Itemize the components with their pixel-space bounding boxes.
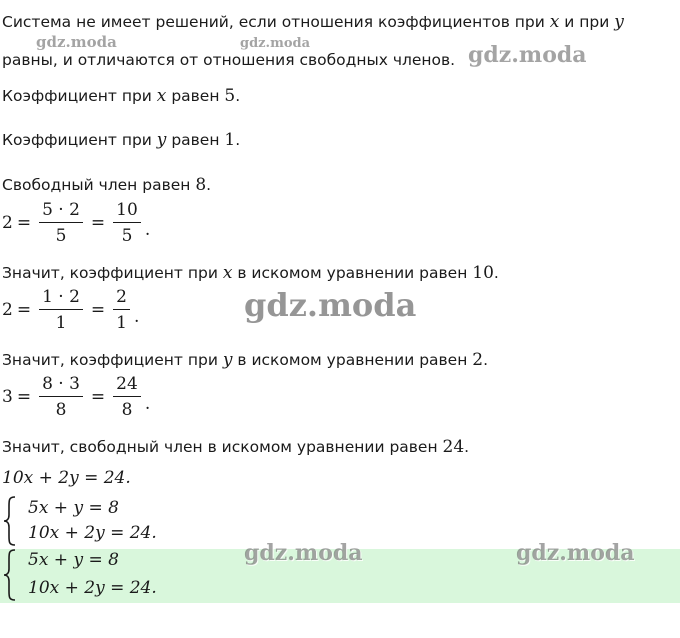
watermark: gdz.moda [516, 540, 635, 566]
equation-2 [2, 287, 139, 333]
text: равен [166, 87, 225, 105]
denominator: 8 [55, 400, 67, 420]
text: . [464, 438, 470, 456]
system-row: 5x + y = 8 [28, 498, 119, 518]
text: Коэффициент при [2, 131, 157, 149]
watermark: gdz.moda [468, 42, 587, 68]
fraction [113, 287, 130, 333]
result-2-line [2, 350, 488, 370]
equals: = [16, 300, 32, 320]
value: 5 [224, 86, 236, 106]
intro-line-1 [2, 12, 624, 32]
lhs: 2 [2, 213, 13, 233]
intro-text: равны, и отличаются от отношения свободных членов. [2, 51, 456, 69]
text: Коэффициент при [2, 87, 157, 105]
fraction [39, 200, 83, 246]
system-row: 10x + 2y = 24. [28, 523, 157, 543]
denominator: 1 [55, 313, 67, 333]
intro-line-2 [2, 50, 455, 70]
brace-icon [2, 548, 18, 602]
period: . [144, 394, 151, 414]
equals: = [90, 300, 106, 320]
numerator: 5 · 2 [39, 200, 83, 223]
text: в искомом уравнении равен [232, 264, 473, 282]
text: Значит, свободный член в искомом уравнении равен [2, 438, 443, 456]
numerator: 2 [113, 287, 130, 310]
text: в искомом уравнении равен [232, 351, 473, 369]
equals: = [16, 213, 32, 233]
text: . [206, 176, 212, 194]
equation-1 [2, 200, 150, 246]
text: равен [166, 131, 225, 149]
period: . [134, 307, 140, 327]
denominator: 5 [121, 226, 133, 246]
free-term-line [2, 175, 211, 195]
result-1-line [2, 263, 499, 283]
lhs: 2 [2, 300, 13, 320]
text: Значит, коэффициент при [2, 351, 223, 369]
system-row: 5x + y = 8 [28, 550, 119, 570]
watermark: gdz.moda [36, 33, 117, 51]
numerator: 24 [113, 374, 141, 397]
var-y: y [222, 350, 233, 370]
result-3-line [2, 437, 469, 457]
numerator: 10 [113, 200, 141, 223]
value: 24 [442, 437, 465, 457]
intro-text: Система не имеет решений, если отношения коэффициентов при [2, 13, 550, 31]
watermark: gdz.moda [244, 540, 363, 566]
equals: = [90, 213, 106, 233]
denominator: 8 [121, 400, 133, 420]
value: 1 [224, 130, 236, 150]
intro-text: и при [559, 13, 615, 31]
equals: = [16, 387, 32, 407]
var-y: y [614, 12, 624, 32]
watermark: gdz.moda [240, 36, 311, 51]
value: 8 [195, 175, 207, 195]
denominator: 1 [116, 313, 127, 333]
text: . [483, 351, 489, 369]
equation-3 [2, 374, 150, 420]
text: Свободный член равен [2, 176, 196, 194]
watermark: gdz.moda [244, 286, 417, 324]
system-1 [2, 496, 302, 546]
system-row: 10x + 2y = 24. [28, 578, 157, 598]
coef-y-line [2, 130, 240, 150]
equals: = [90, 387, 106, 407]
text: . [493, 264, 499, 282]
value: 2 [472, 350, 484, 370]
fraction [113, 200, 141, 246]
denominator: 5 [55, 226, 67, 246]
coef-x-line [2, 86, 240, 106]
var-x: x [549, 12, 560, 32]
var-x: x [156, 86, 167, 106]
fraction [113, 374, 141, 420]
period: . [144, 220, 151, 240]
fraction [39, 374, 83, 420]
numerator: 8 · 3 [39, 374, 83, 397]
var-x: x [222, 263, 233, 283]
value: 10 [472, 263, 494, 283]
brace-icon [2, 496, 18, 546]
var-y: y [156, 130, 167, 150]
text: Значит, коэффициент при [2, 264, 223, 282]
text: . [235, 87, 241, 105]
text: . [235, 131, 241, 149]
numerator: 1 · 2 [39, 287, 83, 310]
fraction [39, 287, 83, 333]
final-equation: 10x + 2y = 24. [2, 468, 131, 488]
lhs: 3 [2, 387, 13, 407]
